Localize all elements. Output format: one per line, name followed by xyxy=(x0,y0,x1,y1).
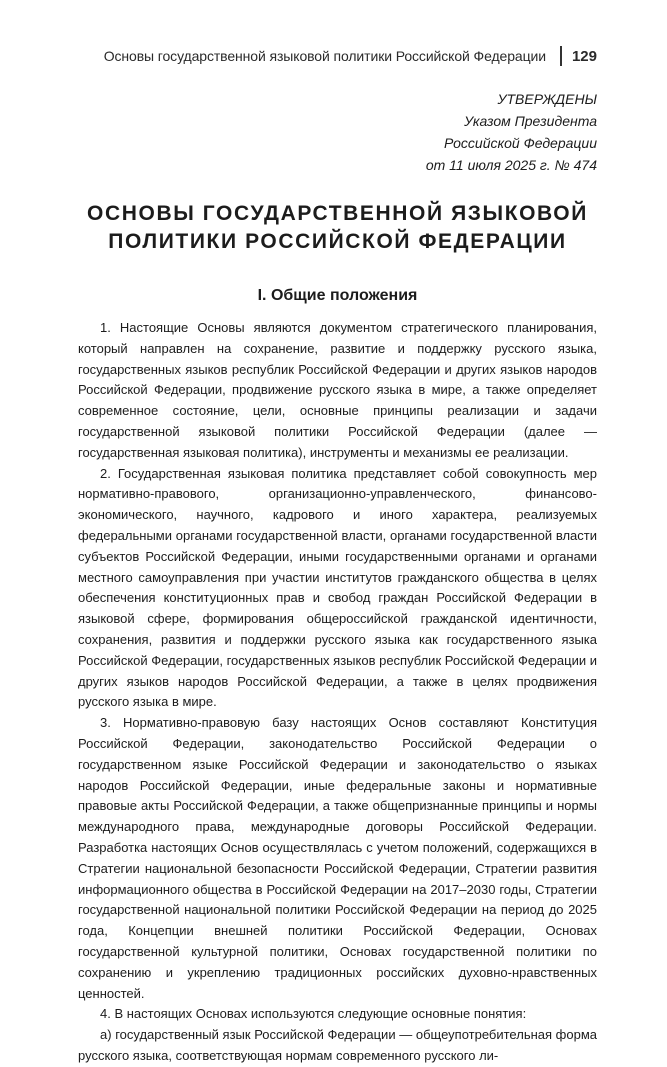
approval-line-country: Российской Федерации xyxy=(443,135,597,151)
paragraph-1: 1. Настоящие Основы являются документом стратегического планирования, который направлен на сохранение, развитие и поддержку русского языка, государственных языков республик Российской Федерации и других языков народов Российской Федерации, продвижение русского языка в мире, а также определяет современное состояние, цели, основные принципы реализации и задачи государственной языковой политики Российской Федерации (далее — государственная языковая политика), инструменты и механизмы ее реализации. xyxy=(78,320,597,460)
approval-line-approved: УТВЕРЖДЕНЫ xyxy=(497,91,597,107)
document-title xyxy=(78,200,597,256)
page-number: 129 xyxy=(571,47,597,65)
paragraph-3: 3. Нормативно-правовую базу настоящих Основ составляют Конституция Российской Федерации, законодательство Российской Федерации о государственном языке Российской Федерации и законодательство о языках народов Российской Федерации, иные федеральные законы и нормативные правовые акты Российской Федерации, а также общепризнанные принципы и нормы международного права, международные договоры Российской Федерации. Разработка настоящих Основ осуществлялась с учетом положений, содержащихся в Стратегии национальной безопасности Российской Федерации, Стратегии развития информационного общества в Российской Федерации на 2017–2030 годы, Стратегии государственной национальной политики Российской Федерации на период до 2025 года, Концепции внешней политики Российской Федерации, Основах государственной культурной политики, Основах государственной политики по сохранению и укреплению традиционных российских духовно-нравственных ценностей. xyxy=(78,715,597,1001)
body-text xyxy=(78,318,597,1067)
running-title: Основы государственной языковой политики Российской Федерации xyxy=(103,48,546,64)
document-title-line-2: ПОЛИТИКИ РОССИЙСКОЙ ФЕДЕРАЦИИ xyxy=(108,230,567,253)
document-title-line-1: ОСНОВЫ ГОСУДАРСТВЕННОЙ ЯЗЫКОВОЙ xyxy=(87,202,588,225)
approval-line-decree: Указом Президента xyxy=(464,113,597,129)
section-heading: I. Общие положения xyxy=(257,287,418,304)
paragraph-2: 2. Государственная языковая политика представляет собой совокупность мер нормативно-правового, организационно-управленческого, финансово-экономического, научного, кадрового и иного характера, реализуемых федеральными органами государственной власти, органами государственной власти субъектов Российской Федерации, иными государственными органами и органами местного самоуправления при участии институтов гражданского общества в целях обеспечения конституционных прав и свобод граждан Российской Федерации в языковой сфере, формирования общероссийской гражданской идентичности, сохранения, развития и поддержки русского языка как государственного языка Российской Федерации, государственных языков республик Российской Федерации и других языков народов Российской Федерации, а также в целях продвижения русского языка в мире. xyxy=(78,465,597,710)
running-header xyxy=(78,44,597,68)
header-divider xyxy=(560,46,562,66)
approval-line-date: от 11 июля 2025 г. № 474 xyxy=(425,157,597,173)
paragraph-4a: а) государственный язык Российской Федерации — общеупотребительная форма русского языка, соответствующая нормам современного русского ли- xyxy=(78,1027,597,1063)
paragraph-4: 4. В настоящих Основах используются следующие основные понятия: xyxy=(100,1006,527,1022)
approval-block xyxy=(426,88,597,176)
